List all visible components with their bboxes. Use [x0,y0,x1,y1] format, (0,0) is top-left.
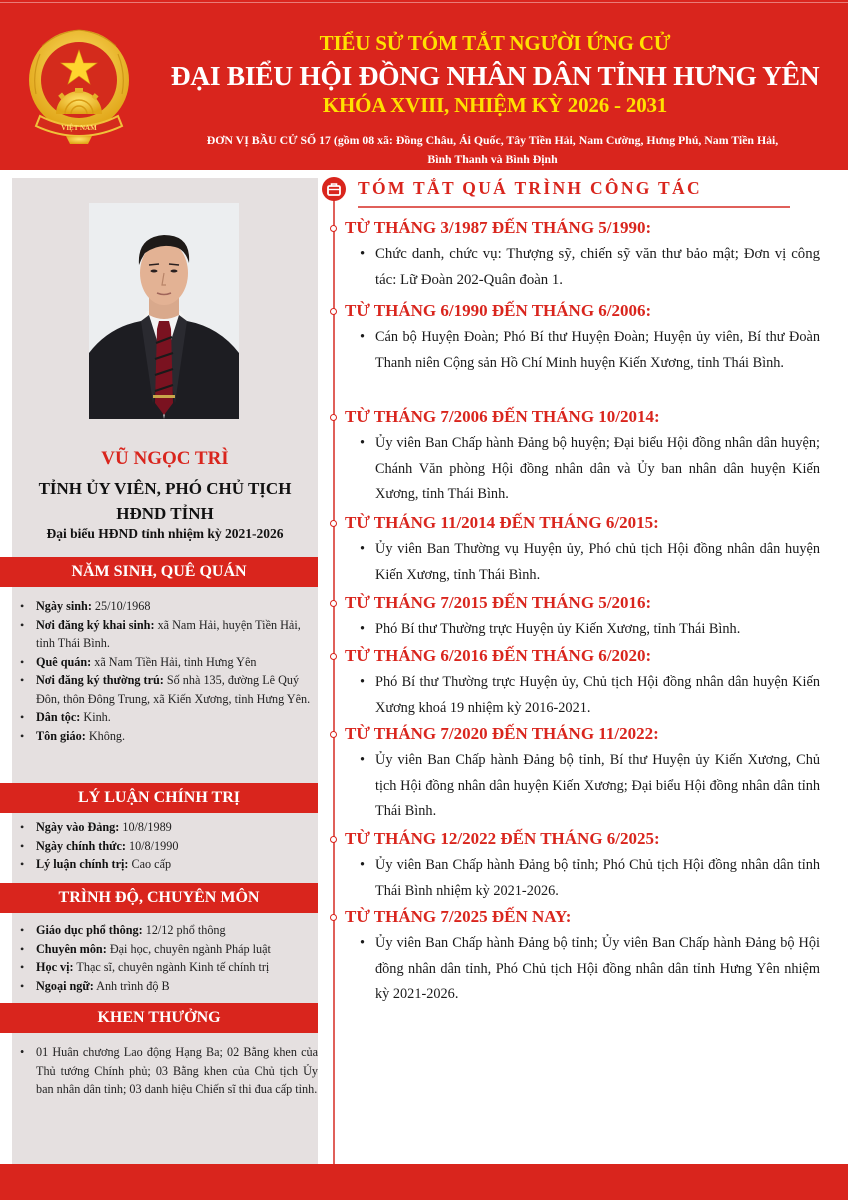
title-line-2: ĐẠI BIỂU HỘI ĐỒNG NHÂN DÂN TỈNH HƯNG YÊN [170,60,820,91]
item-value: Thạc sĩ, chuyên ngành Kinh tế chính trị [73,960,270,974]
position-line-1: TỈNH ỦY VIÊN, PHÓ CHỦ TỊCH [38,479,292,498]
career-period [345,300,825,376]
candidate-photo [89,203,239,419]
item-label: Nơi đăng ký thường trú: [36,673,164,687]
list-item: • Ủy viên Ban Chấp hành Đảng bộ tỉnh; Phó Chủ tịch Hội đồng nhân dân tỉnh Thái Bình nhiệm kỳ 2021-2026. [365,853,820,904]
item-value: xã Nam Hải, huyện Tiền Hải, tỉnh Thái Bình. [36,617,301,650]
timeline-dot-icon [330,731,337,738]
item-label: Ngày sinh: [36,599,92,613]
item-value: Anh trình độ B [93,978,170,993]
career-period [345,906,825,1008]
career-heading: TÓM TẮT QUÁ TRÌNH CÔNG TÁC [358,178,702,198]
timeline-dot-icon [330,520,337,527]
career-period [345,723,825,825]
list-item [20,597,320,616]
period-body [345,748,820,825]
item-value: xã Nam Tiền Hải, tỉnh Hưng Yên [91,654,257,669]
item-label: Ngày vào Đảng: [36,820,120,834]
period-title: TỪ THÁNG 7/2025 ĐẾN NAY: [345,907,572,926]
timeline-dot-icon [330,308,337,315]
awards-list [20,1043,318,1099]
career-period [345,592,825,643]
list-item: • Ủy viên Ban Chấp hành Đảng bộ tỉnh, Bí thư Huyện ủy Kiến Xương, Chủ tịch Hội đồng nhân dân huyện Kiến Xương; Đại biểu Hội đồng nhân dân tỉnh Thái Bình. [365,748,820,825]
header-top-line [0,2,848,3]
item-value: Không. [85,728,126,743]
period-title: TỪ THÁNG 7/2006 ĐẾN THÁNG 10/2014: [345,407,660,426]
briefcase-icon [322,177,346,201]
list-item [20,727,320,746]
list-item [20,855,320,874]
list-item: • Ủy viên Ban Chấp hành Đảng bộ tỉnh; Ủy viên Ban Chấp hành Đảng bộ Hội đồng nhân dân tỉnh, Phó Chủ tịch Hội đồng nhân dân tỉnh Hưng Yên nhiệm kỳ 2021-2026. [365,931,820,1008]
candidate-position [12,476,318,526]
section-header-awards: KHEN THƯỞNG [0,1003,318,1033]
timeline-dot-icon [330,414,337,421]
position-line-2: HĐND TỈNH [116,504,214,523]
item-label: Ngày chính thức: [36,838,126,853]
list-item [20,958,320,977]
item-label: Dân tộc: [36,710,81,724]
constituency-text [160,131,825,169]
list-item [20,921,320,940]
section-header-birth: NĂM SINH, QUÊ QUÁN [0,557,318,587]
period-body [345,325,820,376]
period-body [345,617,820,643]
item-value: Cao cấp [128,857,172,871]
period-title: TỪ THÁNG 3/1987 ĐẾN THÁNG 5/1990: [345,218,652,237]
career-period [345,645,825,721]
period-title: TỪ THÁNG 12/2022 ĐẾN THÁNG 6/2025: [345,829,660,848]
item-label: Tôn giáo: [36,728,86,743]
header-banner [0,0,848,170]
career-period [345,512,825,588]
timeline-dot-icon [330,600,337,607]
item-value: Đại học, chuyên ngành Pháp luật [106,941,271,956]
period-body [345,670,820,721]
career-period [345,828,825,904]
item-value: 12/12 phổ thông [142,923,226,937]
career-period [345,217,825,293]
timeline-dot-icon [330,653,337,660]
item-label: Nơi đăng ký khai sinh: [36,617,155,632]
period-title: TỪ THÁNG 7/2015 ĐẾN THÁNG 5/2016: [345,593,652,612]
timeline-dot-icon [330,225,337,232]
list-item: • Chức danh, chức vụ: Thượng sỹ, chiến sỹ văn thư bảo mật; Đơn vị công tác: Lữ Đoàn 202-Quân đoàn 1. [365,242,820,293]
list-item: • Phó Bí thư Thường trực Huyện ủy, Chủ tịch Hội đồng nhân dân huyện Kiến Xương khoá 19 nhiệm kỳ 2016-2021. [365,670,820,721]
list-item: • 01 Huân chương Lao động Hạng Ba; 02 Bằng khen của Thủ tướng Chính phủ; 03 Bằng khen của Chủ tịch Ủy ban nhân dân tỉnh; 03 danh hiệu Chiến sĩ thi đua cấp tỉnh. [20,1043,318,1099]
title-line-1: TIỂU SỬ TÓM TẮT NGƯỜI ỨNG CỬ [319,31,671,55]
list-item: • Cán bộ Huyện Đoàn; Phó Bí thư Huyện Đoàn; Huyện ủy viên, Bí thư Đoàn Thanh niên Cộng sản Hồ Chí Minh huyện Kiến Xương, tỉnh Thái Bình. [365,325,820,376]
item-value: Kinh. [80,710,111,724]
list-item [20,818,320,837]
candidate-term: Đại biểu HĐND tỉnh nhiệm kỳ 2021-2026 [46,526,284,541]
item-label: Học vị: [36,960,74,974]
section-header-education: TRÌNH ĐỘ, CHUYÊN MÔN [0,883,318,913]
birth-info-list [20,597,320,745]
timeline-line [333,190,335,1164]
national-emblem-icon [18,24,140,146]
list-item [20,708,320,727]
timeline-dot-icon [330,836,337,843]
period-title: TỪ THÁNG 6/1990 ĐẾN THÁNG 6/2006: [345,301,652,320]
constituency-line-2: Bình Thanh và Bình Định [427,152,558,166]
item-value: 10/8/1989 [119,820,172,834]
period-body [345,537,820,588]
list-item [20,616,320,653]
portrait-icon [89,203,239,419]
item-value: 25/10/1968 [91,599,151,613]
item-label: Chuyên môn: [36,941,107,956]
item-value: 10/8/1990 [125,838,179,853]
career-period [345,406,825,508]
list-item [20,653,320,672]
item-label: Lý luận chính trị: [36,857,129,871]
list-item [20,977,320,996]
title-line-3: KHÓA XVIII, NHIỆM KỲ 2026 - 2031 [322,93,668,117]
item-label: Quê quán: [36,654,92,669]
footer-band [0,1164,848,1200]
period-title: TỪ THÁNG 6/2016 ĐẾN THÁNG 6/2020: [345,646,652,665]
timeline-dot-icon [330,914,337,921]
item-label: Ngoại ngữ: [36,978,94,993]
period-body [345,853,820,904]
list-item [20,671,320,708]
svg-text:VIỆT NAM: VIỆT NAM [61,124,97,132]
constituency-line-1: ĐƠN VỊ BẦU CỬ SỐ 17 (gồm 08 xã: Đồng Châu, Ái Quốc, Tây Tiền Hải, Nam Cường, Hưng Phú, Nam Tiền Hải, [206,133,779,147]
candidate-name: VŨ NGỌC TRÌ [101,448,229,469]
education-info-list [20,921,320,995]
list-item: • Ủy viên Ban Chấp hành Đảng bộ huyện; Đại biểu Hội đồng nhân dân huyện; Chánh Văn phòng Hội đồng nhân dân và Ủy ban nhân dân huyện Kiến Xương, tỉnh Thái Bình. [365,431,820,508]
period-body [345,242,820,293]
list-item [20,940,320,959]
section-header-politics: LÝ LUẬN CHÍNH TRỊ [0,783,318,813]
period-body [345,431,820,508]
list-item: • Ủy viên Ban Thường vụ Huyện ủy, Phó chủ tịch Hội đồng nhân dân huyện Kiến Xương, tỉnh Thái Bình. [365,537,820,588]
career-heading-rule [358,206,790,208]
period-body [345,931,820,1008]
item-label: Giáo dục phổ thông: [36,923,143,937]
item-value: Số nhà 135, đường Lê Quý Đôn, thôn Đông Trung, xã Kiến Xương, tỉnh Hưng Yên. [36,673,311,706]
period-title: TỪ THÁNG 11/2014 ĐẾN THÁNG 6/2015: [345,513,659,532]
period-title: TỪ THÁNG 7/2020 ĐẾN THÁNG 11/2022: [345,724,659,743]
list-item: • Phó Bí thư Thường trực Huyện ủy Kiến Xương, tỉnh Thái Bình. [365,617,820,643]
politics-info-list [20,818,320,874]
list-item [20,837,320,856]
